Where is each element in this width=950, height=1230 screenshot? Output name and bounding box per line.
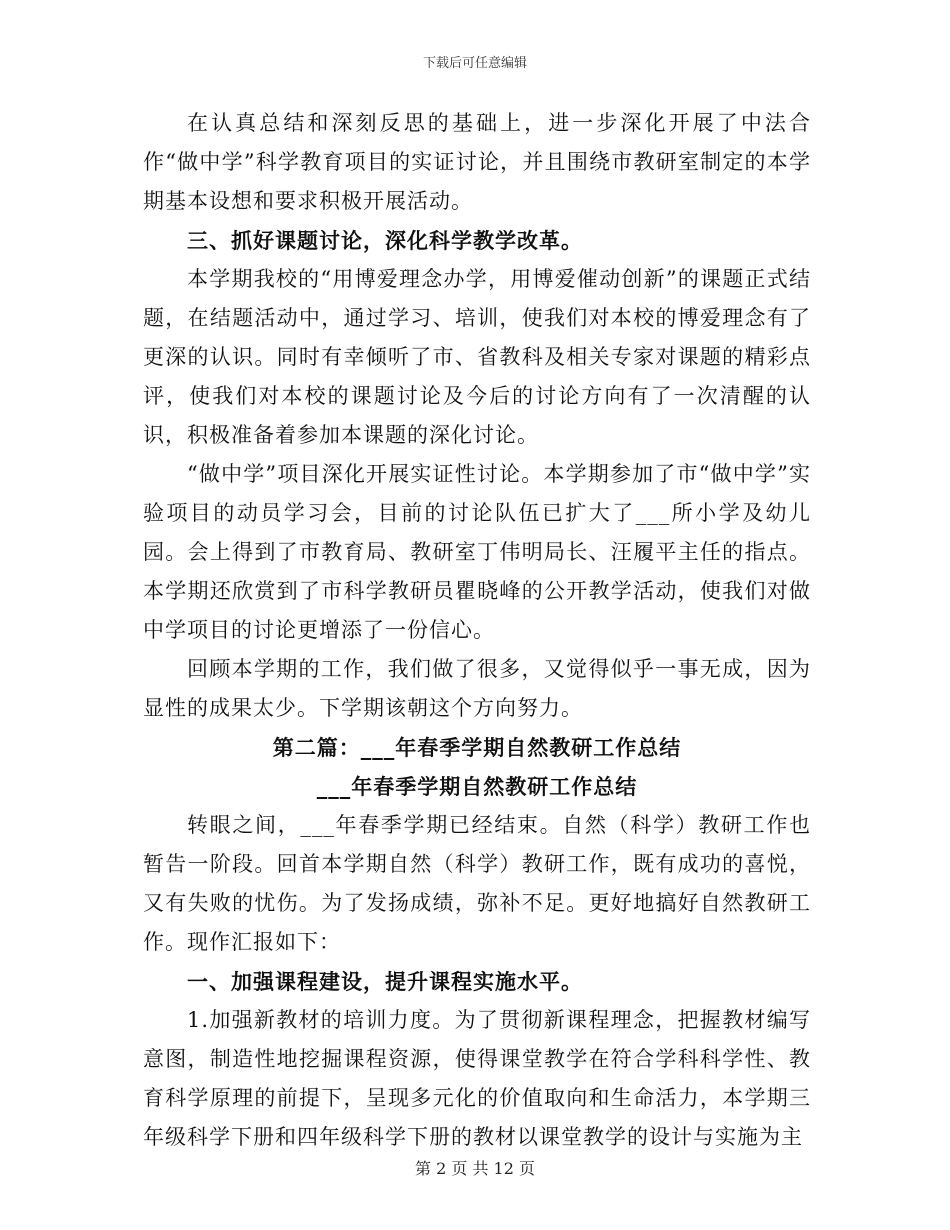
article-subtitle: ___年春季学期自然教研工作总结 xyxy=(316,774,638,799)
section-heading-1: 一、加强课程建设，提升课程实施水平。 xyxy=(187,969,583,994)
paragraph-training: 1.加强新教材的培训力度。为了贯彻新课程理念，把握教材编写意图，制造性地挖掘课程资源，使得课堂教学在符合学科科学性、教育科学原理的前提下，呈现多元化的价值取向和生命活力，本学期三年级科学下册和四年级科学下册的教材以课堂教学的设计与实施为主 xyxy=(143,1008,811,1149)
paragraph-learning-by-doing: “做中学”项目深化开展实证性讨论。本学期参加了市“做中学”实验项目的动员学习会，目前的讨论队伍已扩大了___所小学及幼儿园。会上得到了市教育局、教研室丁伟明局长、汪履平主任的指点。本学期还欣赏到了市科学教研员瞿晓峰的公开教学活动，使我们对做中学项目的讨论更增添了一份信心。 xyxy=(143,462,811,642)
document-body xyxy=(143,104,811,1157)
paragraph-opening: 转眼之间，___年春季学期已经结束。自然（科学）教研工作也暂告一阶段。回首本学期自然（科学）教研工作，既有成功的喜悦，又有失败的忧伤。为了发扬成绩，弥补不足。更好地搞好自然教研工作。现作汇报如下： xyxy=(143,813,811,954)
paragraph-research-topic: 本学期我校的“用博爱理念办学，用博爱催动创新”的课题正式结题，在结题活动中，通过学习、培训，使我们对本校的博爱理念有了更深的认识。同时有幸倾听了市、省教科及相关专家对课题的精彩点评，使我们对本校的课题讨论及今后的讨论方向有了一次清醒的认识，积极准备着参加本课题的深化讨论。 xyxy=(143,267,811,447)
section-heading-3: 三、抓好课题讨论，深化科学教学改革。 xyxy=(187,228,583,253)
article-title: 第二篇：___年春季学期自然教研工作总结 xyxy=(272,735,682,760)
page-header: 下载后可任意编辑 xyxy=(422,56,527,71)
paragraph-intro-summary: 在认真总结和深刻反思的基础上，进一步深化开展了中法合作“做中学”科学教育项目的实证讨论，并且围绕市教研室制定的本学期基本设想和要求积极开展活动。 xyxy=(143,111,811,213)
page-footer: 第 2 页 共 12 页 xyxy=(415,1159,535,1178)
paragraph-review: 回顾本学期的工作，我们做了很多，又觉得似乎一事无成，因为显性的成果太少。下学期该朝这个方向努力。 xyxy=(143,657,811,720)
